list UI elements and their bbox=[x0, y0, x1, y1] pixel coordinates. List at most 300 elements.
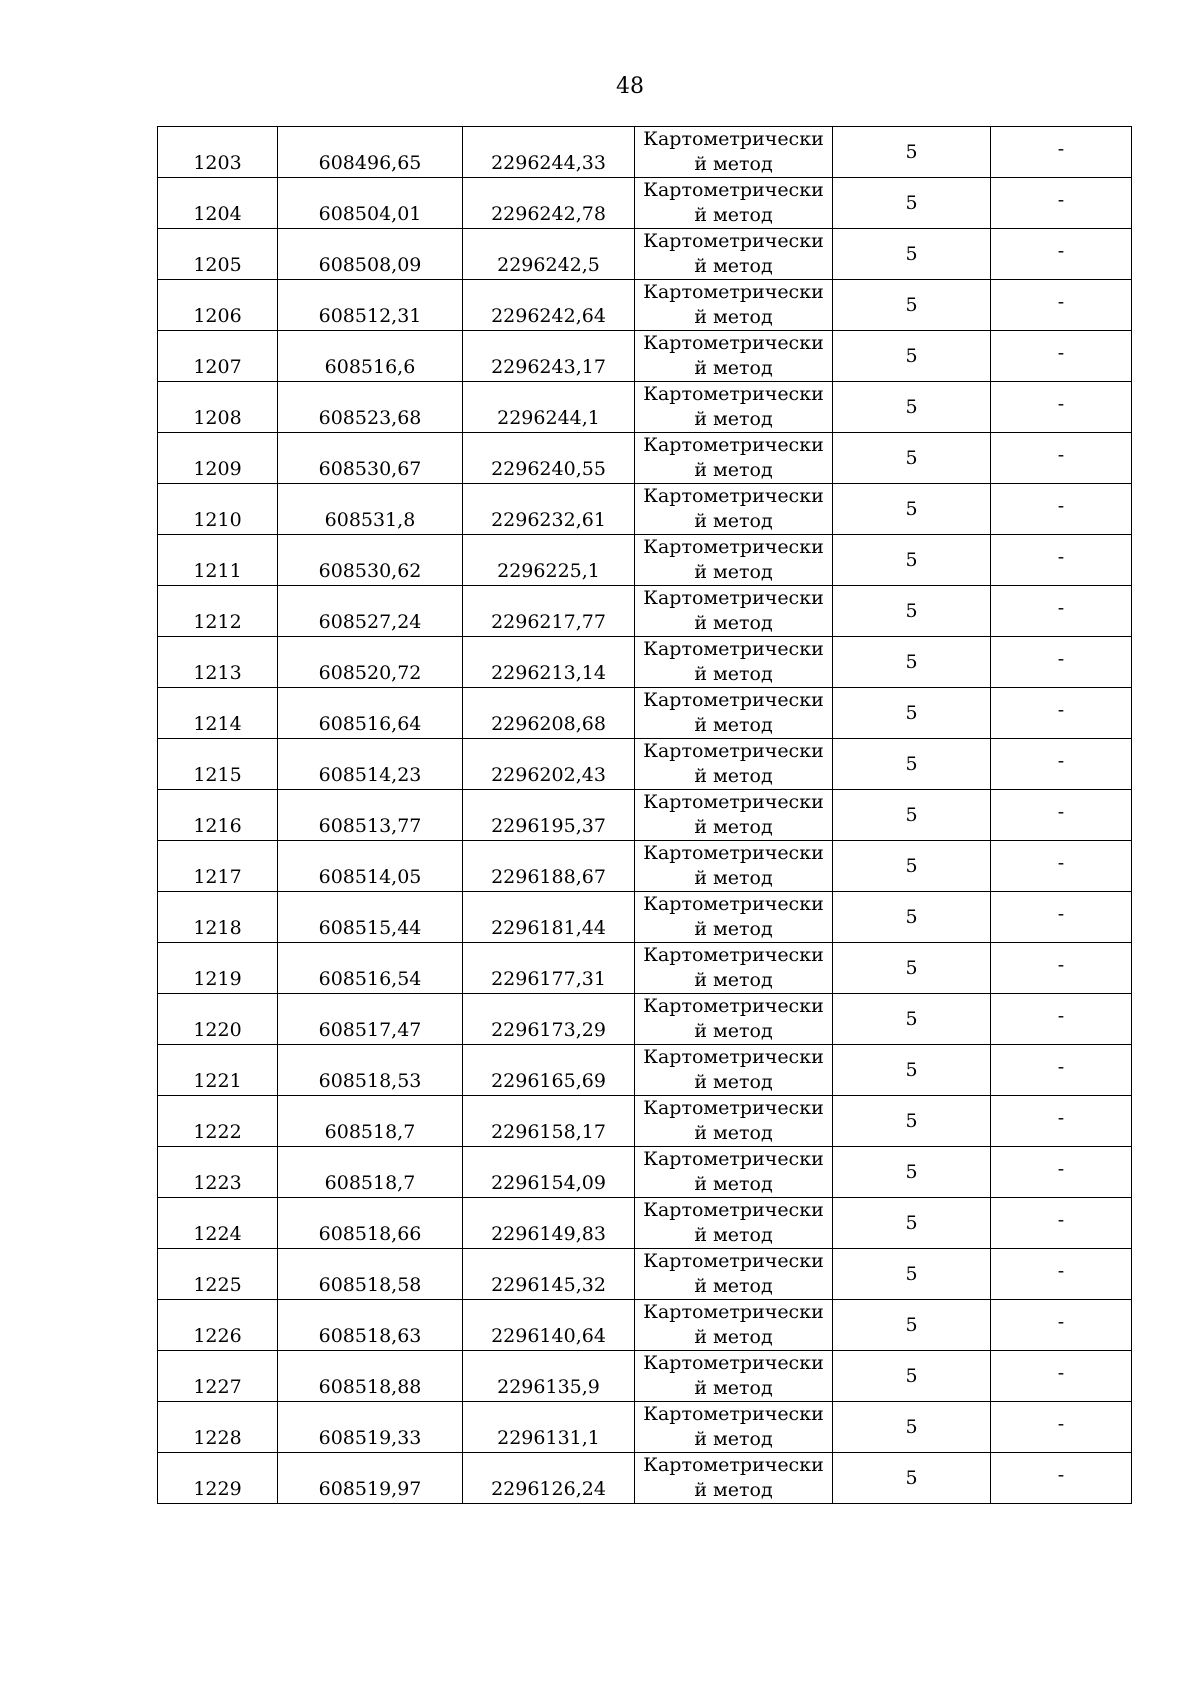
table-row bbox=[158, 790, 1132, 841]
accuracy-cell bbox=[833, 1045, 991, 1096]
accuracy-value: 5 bbox=[905, 1466, 918, 1489]
coordinates-table-body bbox=[158, 127, 1132, 1504]
method-line-1: Картометрически bbox=[643, 791, 824, 813]
note-cell bbox=[991, 739, 1132, 790]
note-value: - bbox=[1057, 596, 1065, 619]
x-coordinate-cell bbox=[278, 841, 463, 892]
x-coordinate: 608518,58 bbox=[318, 1274, 422, 1296]
point-number-cell bbox=[158, 841, 278, 892]
method-cell bbox=[635, 994, 833, 1045]
accuracy-value: 5 bbox=[905, 701, 918, 724]
note-cell bbox=[991, 1249, 1132, 1300]
note-value: - bbox=[1057, 443, 1065, 466]
point-number-cell bbox=[158, 943, 278, 994]
method-cell bbox=[635, 280, 833, 331]
table-row bbox=[158, 1198, 1132, 1249]
note-value: - bbox=[1057, 188, 1065, 211]
y-coordinate: 2296188,67 bbox=[491, 866, 606, 888]
accuracy-cell bbox=[833, 892, 991, 943]
method-cell bbox=[635, 1045, 833, 1096]
point-number-cell bbox=[158, 1402, 278, 1453]
table-row bbox=[158, 841, 1132, 892]
y-coordinate-cell bbox=[463, 280, 635, 331]
x-coordinate-cell bbox=[278, 280, 463, 331]
point-number-cell bbox=[158, 382, 278, 433]
method-line-1: Картометрически bbox=[643, 995, 824, 1017]
y-coordinate-cell bbox=[463, 994, 635, 1045]
note-value: - bbox=[1057, 902, 1065, 925]
accuracy-cell bbox=[833, 1351, 991, 1402]
x-coordinate-cell bbox=[278, 688, 463, 739]
point-number: 1205 bbox=[193, 254, 242, 276]
y-coordinate: 2296158,17 bbox=[491, 1121, 606, 1143]
y-coordinate: 2296202,43 bbox=[491, 764, 606, 786]
x-coordinate-cell bbox=[278, 433, 463, 484]
y-coordinate-cell bbox=[463, 331, 635, 382]
accuracy-value: 5 bbox=[905, 1313, 918, 1336]
point-number-cell bbox=[158, 994, 278, 1045]
y-coordinate-cell bbox=[463, 1096, 635, 1147]
note-value: - bbox=[1057, 800, 1065, 823]
accuracy-cell bbox=[833, 1147, 991, 1198]
y-coordinate-cell bbox=[463, 1045, 635, 1096]
x-coordinate: 608530,62 bbox=[318, 560, 422, 582]
point-number: 1204 bbox=[193, 203, 242, 225]
method-line-1: Картометрически bbox=[643, 944, 824, 966]
x-coordinate-cell bbox=[278, 382, 463, 433]
note-value: - bbox=[1057, 1463, 1065, 1486]
point-number-cell bbox=[158, 1300, 278, 1351]
accuracy-cell bbox=[833, 790, 991, 841]
method-line-2: й метод bbox=[694, 816, 773, 838]
method-cell bbox=[635, 229, 833, 280]
accuracy-cell bbox=[833, 382, 991, 433]
point-number-cell bbox=[158, 280, 278, 331]
note-cell bbox=[991, 178, 1132, 229]
y-coordinate: 2296145,32 bbox=[491, 1274, 606, 1296]
x-coordinate: 608508,09 bbox=[318, 254, 422, 276]
y-coordinate: 2296225,1 bbox=[497, 560, 600, 582]
note-value: - bbox=[1057, 239, 1065, 262]
x-coordinate-cell bbox=[278, 229, 463, 280]
method-line-2: й метод bbox=[694, 918, 773, 940]
note-cell bbox=[991, 943, 1132, 994]
x-coordinate: 608527,24 bbox=[318, 611, 422, 633]
y-coordinate: 2296181,44 bbox=[491, 917, 606, 939]
y-coordinate-cell bbox=[463, 127, 635, 178]
x-coordinate-cell bbox=[278, 943, 463, 994]
note-value: - bbox=[1057, 1106, 1065, 1129]
method-line-2: й метод bbox=[694, 306, 773, 328]
method-cell bbox=[635, 1096, 833, 1147]
point-number-cell bbox=[158, 484, 278, 535]
accuracy-value: 5 bbox=[905, 1058, 918, 1081]
point-number: 1220 bbox=[193, 1019, 242, 1041]
note-cell bbox=[991, 127, 1132, 178]
y-coordinate: 2296243,17 bbox=[491, 356, 606, 378]
x-coordinate: 608517,47 bbox=[318, 1019, 422, 1041]
accuracy-cell bbox=[833, 484, 991, 535]
note-cell bbox=[991, 841, 1132, 892]
y-coordinate: 2296126,24 bbox=[491, 1478, 606, 1500]
note-value: - bbox=[1057, 137, 1065, 160]
method-cell bbox=[635, 1147, 833, 1198]
method-line-1: Картометрически bbox=[643, 689, 824, 711]
table-row bbox=[158, 1453, 1132, 1504]
point-number: 1210 bbox=[193, 509, 242, 531]
x-coordinate: 608523,68 bbox=[318, 407, 422, 429]
x-coordinate: 608518,7 bbox=[324, 1121, 416, 1143]
accuracy-cell bbox=[833, 1300, 991, 1351]
point-number: 1229 bbox=[193, 1478, 242, 1500]
x-coordinate: 608518,88 bbox=[318, 1376, 422, 1398]
note-cell bbox=[991, 433, 1132, 484]
point-number: 1221 bbox=[193, 1070, 242, 1092]
table-row bbox=[158, 688, 1132, 739]
y-coordinate-cell bbox=[463, 535, 635, 586]
method-cell bbox=[635, 841, 833, 892]
method-cell bbox=[635, 535, 833, 586]
point-number: 1213 bbox=[193, 662, 242, 684]
table-row bbox=[158, 331, 1132, 382]
point-number: 1211 bbox=[193, 560, 242, 582]
accuracy-value: 5 bbox=[905, 140, 918, 163]
method-line-2: й метод bbox=[694, 255, 773, 277]
accuracy-cell bbox=[833, 178, 991, 229]
method-line-2: й метод bbox=[694, 1224, 773, 1246]
x-coordinate-cell bbox=[278, 994, 463, 1045]
coordinates-table bbox=[157, 126, 1132, 1504]
x-coordinate-cell bbox=[278, 586, 463, 637]
table-row bbox=[158, 433, 1132, 484]
method-line-2: й метод bbox=[694, 663, 773, 685]
page-number: 48 bbox=[616, 74, 644, 99]
accuracy-value: 5 bbox=[905, 1364, 918, 1387]
x-coordinate: 608531,8 bbox=[324, 509, 416, 531]
table-row bbox=[158, 1096, 1132, 1147]
method-line-2: й метод bbox=[694, 765, 773, 787]
y-coordinate-cell bbox=[463, 433, 635, 484]
method-cell bbox=[635, 943, 833, 994]
point-number: 1226 bbox=[193, 1325, 242, 1347]
x-coordinate-cell bbox=[278, 1249, 463, 1300]
point-number-cell bbox=[158, 688, 278, 739]
x-coordinate-cell bbox=[278, 484, 463, 535]
method-line-1: Картометрически bbox=[643, 893, 824, 915]
table-row bbox=[158, 1300, 1132, 1351]
y-coordinate: 2296135,9 bbox=[497, 1376, 600, 1398]
note-value: - bbox=[1057, 1259, 1065, 1282]
method-line-1: Картометрически bbox=[643, 383, 824, 405]
table-row bbox=[158, 127, 1132, 178]
point-number: 1203 bbox=[193, 152, 242, 174]
note-value: - bbox=[1057, 1208, 1065, 1231]
point-number-cell bbox=[158, 1249, 278, 1300]
method-line-1: Картометрически bbox=[643, 1046, 824, 1068]
y-coordinate-cell bbox=[463, 382, 635, 433]
y-coordinate: 2296242,64 bbox=[491, 305, 606, 327]
method-line-1: Картометрически bbox=[643, 536, 824, 558]
method-line-2: й метод bbox=[694, 204, 773, 226]
method-cell bbox=[635, 127, 833, 178]
method-line-1: Картометрически bbox=[643, 281, 824, 303]
point-number: 1227 bbox=[193, 1376, 242, 1398]
x-coordinate: 608520,72 bbox=[318, 662, 422, 684]
point-number: 1218 bbox=[193, 917, 242, 939]
x-coordinate: 608518,7 bbox=[324, 1172, 416, 1194]
method-line-2: й метод bbox=[694, 1479, 773, 1501]
method-line-2: й метод bbox=[694, 1377, 773, 1399]
method-line-2: й метод bbox=[694, 1428, 773, 1450]
point-number: 1206 bbox=[193, 305, 242, 327]
x-coordinate: 608516,54 bbox=[318, 968, 422, 990]
table-row bbox=[158, 1249, 1132, 1300]
method-cell bbox=[635, 688, 833, 739]
y-coordinate: 2296149,83 bbox=[491, 1223, 606, 1245]
y-coordinate-cell bbox=[463, 1453, 635, 1504]
method-line-1: Картометрически bbox=[643, 434, 824, 456]
x-coordinate: 608519,97 bbox=[318, 1478, 422, 1500]
note-cell bbox=[991, 637, 1132, 688]
accuracy-cell bbox=[833, 433, 991, 484]
point-number-cell bbox=[158, 1045, 278, 1096]
x-coordinate: 608530,67 bbox=[318, 458, 422, 480]
note-cell bbox=[991, 1096, 1132, 1147]
method-cell bbox=[635, 178, 833, 229]
point-number-cell bbox=[158, 331, 278, 382]
y-coordinate-cell bbox=[463, 586, 635, 637]
note-cell bbox=[991, 790, 1132, 841]
method-line-1: Картометрически bbox=[643, 1403, 824, 1425]
method-line-2: й метод bbox=[694, 612, 773, 634]
note-value: - bbox=[1057, 1412, 1065, 1435]
note-cell bbox=[991, 1402, 1132, 1453]
note-value: - bbox=[1057, 749, 1065, 772]
x-coordinate: 608518,53 bbox=[318, 1070, 422, 1092]
method-cell bbox=[635, 637, 833, 688]
table-row bbox=[158, 892, 1132, 943]
method-line-1: Картометрически bbox=[643, 1301, 824, 1323]
note-value: - bbox=[1057, 1055, 1065, 1078]
method-line-1: Картометрически bbox=[643, 638, 824, 660]
x-coordinate: 608496,65 bbox=[318, 152, 422, 174]
method-cell bbox=[635, 1402, 833, 1453]
x-coordinate-cell bbox=[278, 739, 463, 790]
note-cell bbox=[991, 331, 1132, 382]
table-row bbox=[158, 1045, 1132, 1096]
method-line-2: й метод bbox=[694, 714, 773, 736]
method-cell bbox=[635, 586, 833, 637]
point-number: 1208 bbox=[193, 407, 242, 429]
point-number-cell bbox=[158, 127, 278, 178]
y-coordinate-cell bbox=[463, 943, 635, 994]
method-cell bbox=[635, 892, 833, 943]
accuracy-value: 5 bbox=[905, 854, 918, 877]
accuracy-cell bbox=[833, 1402, 991, 1453]
x-coordinate-cell bbox=[278, 127, 463, 178]
method-line-2: й метод bbox=[694, 1173, 773, 1195]
y-coordinate: 2296195,37 bbox=[491, 815, 606, 837]
y-coordinate-cell bbox=[463, 688, 635, 739]
point-number-cell bbox=[158, 229, 278, 280]
accuracy-cell bbox=[833, 127, 991, 178]
point-number: 1209 bbox=[193, 458, 242, 480]
method-cell bbox=[635, 331, 833, 382]
y-coordinate-cell bbox=[463, 1300, 635, 1351]
method-cell bbox=[635, 739, 833, 790]
accuracy-cell bbox=[833, 637, 991, 688]
accuracy-value: 5 bbox=[905, 1109, 918, 1132]
point-number-cell bbox=[158, 535, 278, 586]
note-value: - bbox=[1057, 1361, 1065, 1384]
y-coordinate: 2296140,64 bbox=[491, 1325, 606, 1347]
accuracy-value: 5 bbox=[905, 1211, 918, 1234]
accuracy-cell bbox=[833, 841, 991, 892]
method-line-1: Картометрически bbox=[643, 1199, 824, 1221]
method-line-2: й метод bbox=[694, 867, 773, 889]
accuracy-cell bbox=[833, 535, 991, 586]
note-value: - bbox=[1057, 290, 1065, 313]
x-coordinate-cell bbox=[278, 1045, 463, 1096]
accuracy-cell bbox=[833, 1096, 991, 1147]
point-number: 1224 bbox=[193, 1223, 242, 1245]
y-coordinate-cell bbox=[463, 637, 635, 688]
table-row bbox=[158, 943, 1132, 994]
y-coordinate-cell bbox=[463, 1198, 635, 1249]
x-coordinate-cell bbox=[278, 1300, 463, 1351]
x-coordinate-cell bbox=[278, 535, 463, 586]
table-row bbox=[158, 1351, 1132, 1402]
point-number: 1223 bbox=[193, 1172, 242, 1194]
accuracy-value: 5 bbox=[905, 1160, 918, 1183]
accuracy-cell bbox=[833, 688, 991, 739]
x-coordinate: 608513,77 bbox=[318, 815, 422, 837]
x-coordinate-cell bbox=[278, 1402, 463, 1453]
note-cell bbox=[991, 1045, 1132, 1096]
note-cell bbox=[991, 586, 1132, 637]
accuracy-value: 5 bbox=[905, 752, 918, 775]
accuracy-value: 5 bbox=[905, 395, 918, 418]
point-number-cell bbox=[158, 1453, 278, 1504]
x-coordinate: 608516,6 bbox=[324, 356, 416, 378]
table-row bbox=[158, 1147, 1132, 1198]
method-line-2: й метод bbox=[694, 1122, 773, 1144]
method-line-2: й метод bbox=[694, 1326, 773, 1348]
note-cell bbox=[991, 382, 1132, 433]
method-cell bbox=[635, 1198, 833, 1249]
y-coordinate-cell bbox=[463, 841, 635, 892]
note-value: - bbox=[1057, 647, 1065, 670]
table-row bbox=[158, 994, 1132, 1045]
y-coordinate: 2296244,1 bbox=[497, 407, 600, 429]
accuracy-cell bbox=[833, 943, 991, 994]
y-coordinate-cell bbox=[463, 229, 635, 280]
method-line-1: Картометрически bbox=[643, 740, 824, 762]
y-coordinate: 2296173,29 bbox=[491, 1019, 606, 1041]
accuracy-value: 5 bbox=[905, 293, 918, 316]
point-number: 1216 bbox=[193, 815, 242, 837]
note-value: - bbox=[1057, 392, 1065, 415]
y-coordinate: 2296177,31 bbox=[491, 968, 606, 990]
y-coordinate-cell bbox=[463, 484, 635, 535]
note-value: - bbox=[1057, 545, 1065, 568]
y-coordinate: 2296131,1 bbox=[497, 1427, 600, 1449]
accuracy-value: 5 bbox=[905, 191, 918, 214]
y-coordinate: 2296165,69 bbox=[491, 1070, 606, 1092]
x-coordinate-cell bbox=[278, 892, 463, 943]
x-coordinate: 608519,33 bbox=[318, 1427, 422, 1449]
method-cell bbox=[635, 1453, 833, 1504]
x-coordinate: 608514,05 bbox=[318, 866, 422, 888]
method-line-2: й метод bbox=[694, 357, 773, 379]
x-coordinate-cell bbox=[278, 1453, 463, 1504]
method-line-2: й метод bbox=[694, 969, 773, 991]
note-value: - bbox=[1057, 1004, 1065, 1027]
point-number-cell bbox=[158, 586, 278, 637]
table-row bbox=[158, 586, 1132, 637]
y-coordinate: 2296242,5 bbox=[497, 254, 600, 276]
note-cell bbox=[991, 1453, 1132, 1504]
y-coordinate-cell bbox=[463, 178, 635, 229]
point-number-cell bbox=[158, 1198, 278, 1249]
note-value: - bbox=[1057, 851, 1065, 874]
method-line-2: й метод bbox=[694, 1275, 773, 1297]
point-number: 1219 bbox=[193, 968, 242, 990]
accuracy-value: 5 bbox=[905, 905, 918, 928]
point-number: 1222 bbox=[193, 1121, 242, 1143]
method-line-2: й метод bbox=[694, 408, 773, 430]
point-number: 1215 bbox=[193, 764, 242, 786]
x-coordinate: 608518,63 bbox=[318, 1325, 422, 1347]
accuracy-cell bbox=[833, 739, 991, 790]
table-row bbox=[158, 178, 1132, 229]
accuracy-value: 5 bbox=[905, 803, 918, 826]
note-cell bbox=[991, 1198, 1132, 1249]
accuracy-cell bbox=[833, 1453, 991, 1504]
note-value: - bbox=[1057, 341, 1065, 364]
y-coordinate: 2296240,55 bbox=[491, 458, 606, 480]
accuracy-cell bbox=[833, 1198, 991, 1249]
table-row bbox=[158, 1402, 1132, 1453]
x-coordinate-cell bbox=[278, 1096, 463, 1147]
point-number: 1217 bbox=[193, 866, 242, 888]
method-line-1: Картометрически bbox=[643, 485, 824, 507]
method-line-2: й метод bbox=[694, 561, 773, 583]
x-coordinate-cell bbox=[278, 178, 463, 229]
table-row bbox=[158, 280, 1132, 331]
x-coordinate-cell bbox=[278, 1351, 463, 1402]
point-number: 1207 bbox=[193, 356, 242, 378]
x-coordinate-cell bbox=[278, 331, 463, 382]
method-line-2: й метод bbox=[694, 153, 773, 175]
point-number: 1212 bbox=[193, 611, 242, 633]
y-coordinate: 2296154,09 bbox=[491, 1172, 606, 1194]
note-value: - bbox=[1057, 698, 1065, 721]
note-cell bbox=[991, 229, 1132, 280]
x-coordinate-cell bbox=[278, 637, 463, 688]
method-line-1: Картометрически bbox=[643, 230, 824, 252]
note-cell bbox=[991, 1300, 1132, 1351]
point-number-cell bbox=[158, 739, 278, 790]
method-line-1: Картометрически bbox=[643, 1250, 824, 1272]
y-coordinate: 2296242,78 bbox=[491, 203, 606, 225]
point-number-cell bbox=[158, 1147, 278, 1198]
accuracy-value: 5 bbox=[905, 650, 918, 673]
y-coordinate: 2296213,14 bbox=[491, 662, 606, 684]
method-line-2: й метод bbox=[694, 1071, 773, 1093]
note-cell bbox=[991, 280, 1132, 331]
y-coordinate-cell bbox=[463, 1402, 635, 1453]
